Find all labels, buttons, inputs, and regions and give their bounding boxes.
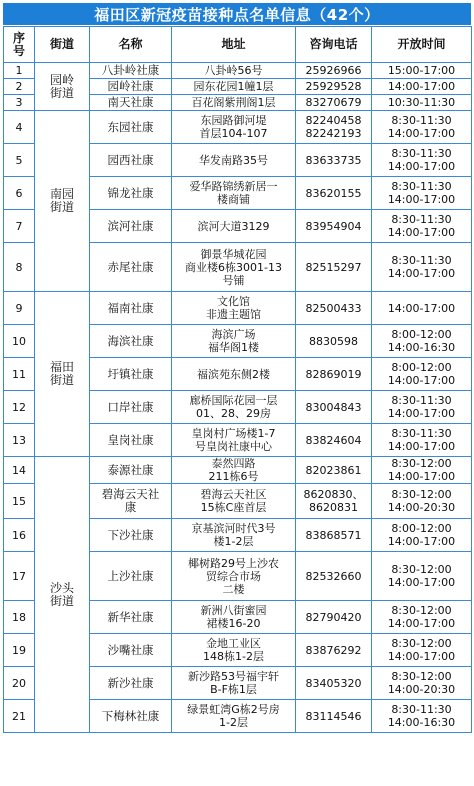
site-name (90, 292, 172, 325)
site-name-line: 滨河社康 (107, 218, 154, 233)
site-address-line: 金地工业区 (206, 637, 261, 650)
site-hours-line: 8:30-12:00 (391, 637, 452, 650)
site-phone (296, 700, 372, 733)
site-address-line: 1-2层 (219, 716, 248, 729)
site-name (90, 601, 172, 634)
header-no-line-1: 序 (12, 30, 25, 45)
street-label-line: 南园 (49, 187, 74, 201)
site-address-line: 楼1-2层 (213, 535, 254, 548)
site-phone-line: 82242193 (305, 127, 362, 140)
site-name (90, 700, 172, 733)
site-address (172, 519, 296, 552)
row-number: 19 (4, 634, 35, 667)
site-hours-line: 14:00-17:00 (387, 80, 456, 93)
site-address (172, 325, 296, 358)
site-hours-line: 8:30-12:00 (391, 488, 452, 501)
site-hours-line: 14:00-17:00 (387, 193, 456, 206)
site-name (90, 144, 172, 177)
street-label-line: 园岭 (49, 72, 74, 87)
site-address (172, 457, 296, 484)
row-number: 8 (4, 243, 35, 292)
row-number: 21 (4, 700, 35, 733)
site-address (172, 292, 296, 325)
row-number: 15 (4, 484, 35, 519)
site-phone-line: 83633735 (305, 153, 362, 167)
site-hours-line: 8:30-12:00 (391, 670, 452, 683)
site-phone-line: 83876292 (305, 643, 362, 657)
site-address-line: 文化馆 (217, 295, 250, 308)
site-address (172, 700, 296, 733)
site-address (172, 552, 296, 601)
site-phone (296, 63, 372, 79)
site-name-line: 南天社康 (107, 95, 154, 109)
site-phone-line: 82023861 (305, 463, 362, 477)
street-label-line: 沙头 (49, 580, 74, 595)
site-hours (372, 63, 472, 79)
site-hours (372, 424, 472, 457)
site-address-line: 泰然四路 (211, 457, 256, 470)
site-phone (296, 358, 372, 391)
site-phone-line: 82532660 (305, 569, 362, 583)
site-address-line: 号铺 (222, 273, 245, 287)
row-number: 9 (4, 292, 35, 325)
site-address-line: 福滨苑东侧2楼 (197, 367, 270, 381)
site-hours (372, 457, 472, 484)
site-phone (296, 111, 372, 144)
site-name (90, 210, 172, 243)
site-hours-line: 8:30-12:00 (391, 563, 452, 576)
site-name (90, 177, 172, 210)
site-hours-line: 14:00-16:30 (387, 716, 456, 729)
site-phone-line: 82790420 (305, 610, 362, 624)
site-name (90, 358, 172, 391)
site-address-line: 百花阁紫荆阁1层 (191, 96, 276, 109)
site-address (172, 144, 296, 177)
site-phone-line: 82515297 (305, 260, 362, 274)
site-hours-line: 14:00-17:00 (387, 301, 456, 315)
site-hours (372, 634, 472, 667)
site-address-line: 廊桥国际花园一层 (189, 394, 278, 407)
row-number: 4 (4, 111, 35, 144)
site-name (90, 634, 172, 667)
site-name-line: 新华社康 (107, 609, 154, 624)
site-hours (372, 144, 472, 177)
site-hours-line: 8:30-11:30 (391, 180, 452, 193)
header-hours: 开放时间 (372, 27, 472, 63)
site-name (90, 484, 172, 519)
site-name-line: 泰源社康 (107, 462, 154, 477)
site-name (90, 95, 172, 111)
site-hours-line: 8:30-12:00 (391, 457, 452, 470)
site-phone (296, 243, 372, 292)
site-address (172, 63, 296, 79)
site-address-line: 首层104-107 (199, 127, 268, 140)
site-phone (296, 391, 372, 424)
site-name (90, 424, 172, 457)
site-hours-line: 8:30-11:30 (391, 147, 452, 160)
site-phone (296, 552, 372, 601)
site-name-line: 东园社康 (107, 119, 154, 134)
site-name (90, 63, 172, 79)
site-hours (372, 601, 472, 634)
table-body (4, 63, 472, 733)
site-hours-line: 14:00-17:00 (387, 617, 456, 630)
street-cell (35, 292, 90, 457)
site-hours-line: 8:30-11:30 (391, 213, 452, 226)
site-name (90, 79, 172, 95)
header-name: 名称 (90, 27, 172, 63)
site-phone-line: 82500433 (305, 301, 362, 315)
row-number: 5 (4, 144, 35, 177)
header-no-line-2: 号 (12, 43, 25, 58)
site-phone-line: 25926966 (305, 64, 362, 77)
site-hours-line: 14:00-17:00 (387, 650, 456, 663)
site-address-line: B-F栋1层 (210, 683, 257, 696)
site-hours-line: 8:00-12:00 (391, 522, 452, 535)
site-hours-line: 14:00-17:00 (387, 374, 456, 387)
site-address (172, 424, 296, 457)
site-phone (296, 95, 372, 111)
street-label-line: 街道 (49, 593, 74, 608)
site-name-line: 碧海云天社 (101, 487, 160, 501)
site-hours-line: 14:00-17:00 (387, 535, 456, 548)
site-phone (296, 601, 372, 634)
site-hours-line: 15:00-17:00 (387, 64, 456, 77)
site-address-line: 新沙路53号福宇轩 (188, 670, 279, 683)
site-name (90, 457, 172, 484)
row-number: 6 (4, 177, 35, 210)
site-address (172, 95, 296, 111)
site-hours (372, 519, 472, 552)
header-phone: 咨询电话 (296, 27, 372, 63)
site-address (172, 210, 296, 243)
site-hours-line: 14:00-20:30 (387, 683, 456, 696)
site-address (172, 634, 296, 667)
site-address-line: 碧海云天社区 (200, 488, 267, 501)
site-address-line: 148栋1-2层 (203, 650, 264, 663)
table-row (4, 292, 472, 325)
site-address (172, 79, 296, 95)
site-name-line: 下梅林社康 (101, 708, 160, 723)
site-name (90, 243, 172, 292)
site-address (172, 243, 296, 292)
site-hours-line: 14:00-17:00 (387, 440, 456, 453)
site-hours (372, 210, 472, 243)
header-address: 地址 (172, 27, 296, 63)
row-number: 13 (4, 424, 35, 457)
site-name (90, 519, 172, 552)
row-number: 12 (4, 391, 35, 424)
site-address (172, 358, 296, 391)
site-address (172, 601, 296, 634)
site-hours-line: 8:00-12:00 (391, 361, 452, 374)
site-hours-line: 8:30-11:30 (391, 394, 452, 407)
site-name-line: 沙嘴社康 (107, 642, 154, 657)
vaccination-sites-table (3, 26, 472, 733)
site-address-line: 华发南路35号 (199, 153, 268, 167)
site-phone-line: 83620155 (305, 186, 362, 200)
site-address-line: 裙楼16-20 (206, 617, 261, 630)
table-row (4, 457, 472, 484)
row-number: 16 (4, 519, 35, 552)
site-address-line: 园东花园1幢1层 (193, 80, 274, 93)
site-address-line: 海滨广场 (211, 328, 256, 341)
site-hours-line: 8:00-12:00 (391, 328, 452, 341)
site-hours-line: 8:30-11:30 (391, 254, 452, 267)
site-hours (372, 700, 472, 733)
site-address-line: 御景华城花园 (200, 247, 267, 261)
site-phone-line: 83824604 (305, 433, 362, 447)
table-row (4, 63, 472, 79)
site-hours-line: 14:00-17:00 (387, 160, 456, 173)
site-hours (372, 95, 472, 111)
site-phone-line: 83114546 (305, 709, 362, 723)
site-phone (296, 177, 372, 210)
site-phone (296, 210, 372, 243)
site-phone (296, 79, 372, 95)
site-address-line: 京基滨河时代3号 (191, 522, 276, 535)
row-number: 18 (4, 601, 35, 634)
site-phone-line: 82240458 (305, 114, 362, 127)
site-phone (296, 519, 372, 552)
site-address-line: 皇岗村广场楼1-7 (191, 427, 276, 440)
row-number: 2 (4, 79, 35, 95)
site-phone (296, 144, 372, 177)
row-number: 11 (4, 358, 35, 391)
site-address (172, 177, 296, 210)
site-hours-line: 14:00-17:00 (387, 267, 456, 280)
site-name-line: 锦龙社康 (107, 185, 154, 200)
site-address-line: 爱华路锦绣新居一 (189, 180, 278, 193)
site-address-line: 东园路御河堤 (200, 114, 267, 127)
site-name (90, 391, 172, 424)
site-address-line: 号皇岗社康中心 (195, 440, 272, 453)
site-phone (296, 292, 372, 325)
header-street: 街道 (35, 27, 90, 63)
row-number: 20 (4, 667, 35, 700)
site-name-line: 皇岗社康 (107, 432, 154, 447)
table-row (4, 111, 472, 144)
site-name-line: 园西社康 (107, 152, 154, 167)
site-name (90, 552, 172, 601)
site-hours (372, 243, 472, 292)
site-address-line: 新洲八街蜜园 (200, 604, 267, 617)
site-name (90, 111, 172, 144)
street-cell (35, 63, 90, 111)
site-address-line: 01、28、29房 (196, 407, 271, 420)
site-hours-line: 14:00-17:00 (387, 470, 456, 483)
site-hours-line: 8:30-11:30 (391, 114, 452, 127)
site-phone-line: 83004843 (305, 400, 362, 414)
site-address-line: 非遗主题馆 (206, 308, 261, 321)
site-address-line: 福华阁1楼 (208, 341, 259, 354)
site-phone-line: 82869019 (305, 367, 362, 381)
site-address (172, 391, 296, 424)
row-number: 3 (4, 95, 35, 111)
site-hours (372, 552, 472, 601)
site-name-line: 新沙社康 (107, 675, 154, 690)
page-title: 福田区新冠疫苗接种点名单信息（42个） (3, 3, 471, 25)
street-cell (35, 111, 90, 292)
site-hours-line: 14:00-17:00 (387, 127, 456, 140)
site-phone (296, 484, 372, 519)
site-hours (372, 325, 472, 358)
site-address (172, 484, 296, 519)
site-phone-line: 8620831 (309, 501, 358, 514)
header-row (4, 27, 472, 63)
site-phone-line: 83270679 (305, 96, 362, 109)
site-name-line: 口岸社康 (107, 399, 154, 414)
site-name-line: 下沙社康 (107, 527, 154, 542)
site-hours (372, 484, 472, 519)
site-hours (372, 292, 472, 325)
site-address-line: 滨河大道3129 (197, 219, 270, 233)
site-hours-line: 8:30-12:00 (391, 604, 452, 617)
row-number: 10 (4, 325, 35, 358)
site-phone (296, 667, 372, 700)
site-name-line: 康 (124, 500, 137, 514)
site-hours (372, 111, 472, 144)
row-number: 14 (4, 457, 35, 484)
site-hours (372, 667, 472, 700)
site-phone-line: 83405320 (305, 676, 362, 690)
site-address-line: 二楼 (222, 582, 245, 596)
site-name (90, 667, 172, 700)
site-hours-line: 14:00-17:00 (387, 407, 456, 420)
street-label-line: 福田 (49, 360, 74, 374)
site-phone-line: 25929528 (305, 80, 362, 93)
row-number: 7 (4, 210, 35, 243)
site-name-line: 赤尾社康 (107, 259, 154, 274)
site-phone (296, 325, 372, 358)
street-cell (35, 457, 90, 733)
site-address (172, 111, 296, 144)
site-phone (296, 457, 372, 484)
row-number: 1 (4, 63, 35, 79)
site-name-line: 上沙社康 (107, 568, 154, 583)
site-address-line: 211栋6号 (208, 470, 259, 483)
site-address-line: 八卦岭56号 (204, 64, 263, 77)
site-phone-line: 83868571 (305, 528, 362, 542)
site-hours (372, 177, 472, 210)
site-address-line: 15栋C座首层 (200, 501, 267, 514)
site-hours-line: 10:30-11:30 (387, 96, 456, 109)
site-address-line: 椰树路29号上沙农 (188, 556, 279, 570)
site-name (90, 325, 172, 358)
site-address-line: 商业楼6栋3001-13 (185, 260, 282, 274)
site-phone-line: 8830598 (309, 334, 358, 348)
site-address (172, 667, 296, 700)
site-address-line: 绿景虹湾G栋2号房 (187, 703, 280, 716)
site-hours-line: 8:30-11:30 (391, 427, 452, 440)
site-hours-line: 14:00-17:00 (387, 226, 456, 239)
header-no (4, 27, 35, 63)
site-address-line: 贸综合市场 (206, 569, 261, 583)
site-name-line: 福南社康 (107, 300, 154, 315)
site-hours-line: 8:30-11:30 (391, 703, 452, 716)
site-phone (296, 634, 372, 667)
site-phone-line: 83954904 (305, 219, 362, 233)
site-phone-line: 8620830、 (303, 488, 364, 501)
site-name-line: 海滨社康 (107, 333, 154, 348)
site-name-line: 八卦岭社康 (101, 63, 160, 77)
site-hours-line: 14:00-16:30 (387, 341, 456, 354)
site-hours (372, 391, 472, 424)
site-hours (372, 79, 472, 95)
site-hours-line: 14:00-20:30 (387, 501, 456, 514)
street-label-line: 街道 (49, 373, 74, 387)
site-hours-line: 14:00-17:00 (387, 576, 456, 589)
site-hours (372, 358, 472, 391)
site-name-line: 园岭社康 (107, 79, 154, 93)
street-label-line: 街道 (49, 85, 74, 100)
site-phone (296, 424, 372, 457)
street-label-line: 街道 (49, 200, 74, 214)
row-number: 17 (4, 552, 35, 601)
site-name-line: 圩镇社康 (107, 366, 154, 381)
site-address-line: 楼商铺 (217, 193, 250, 206)
